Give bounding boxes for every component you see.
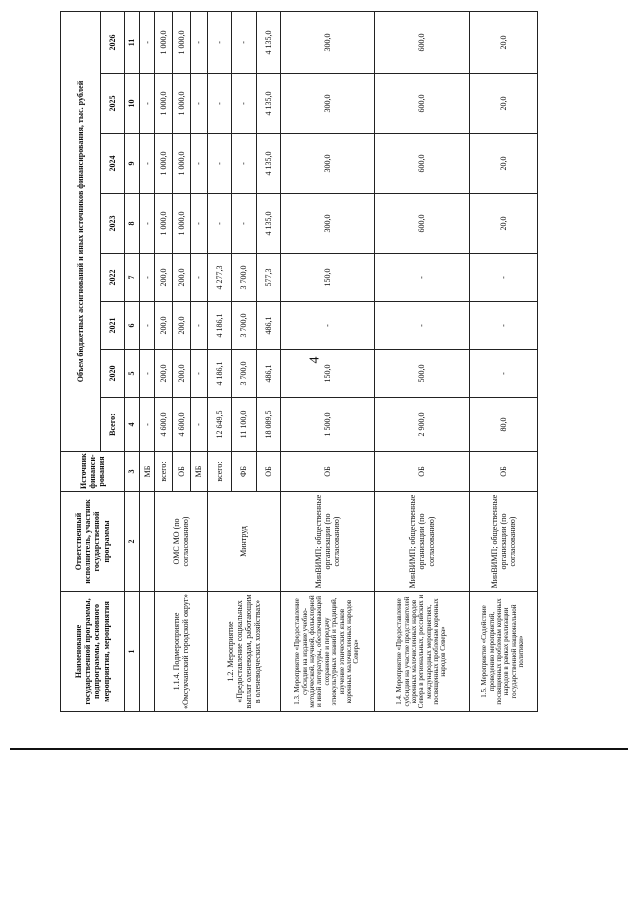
year-value-cell: 3 700,0 [232,350,256,398]
year-value-cell: 300,0 [280,134,375,194]
year-value-cell: 486,1 [256,302,280,350]
year-value-cell: - [140,350,155,398]
total-value-cell: 2 900,0 [375,398,470,452]
executor-cell: МинВИМП; общественные организации (по согласованию) [469,492,537,592]
measure-name-cell: 1.1.4. Подмероприятие «Омсукчанский городской округ» [155,592,208,712]
year-value-cell: 1 000,0 [155,134,173,194]
year-value-cell: - [232,194,256,254]
table-row [469,11,537,711]
year-value-cell: 1 000,0 [155,74,173,134]
measure-name-cell: 1.3. Мероприятие «Предоставление субсидии на издание учебно-методической, научной, фольклорной и иной литературы, обеспечивающей сохранение и передачу этнокультурных знаний и традиций, изучение этнических языков коренных малочисленных народов Севера» [280,592,375,712]
year-value-cell: - [190,74,208,134]
year-value-cell: 20,0 [469,11,537,73]
rotated-table-container [60,12,538,712]
header-year-cell: 2022 [100,254,124,302]
year-value-cell: 500,0 [375,350,470,398]
year-value-cell: - [190,194,208,254]
table-row [208,11,232,711]
year-value-cell: - [190,11,208,73]
source-cell: МБ [140,452,155,492]
year-value-cell: - [375,254,470,302]
year-value-cell: 4 135,0 [256,194,280,254]
total-value-cell: 11 100,0 [232,398,256,452]
year-value-cell: 600,0 [375,194,470,254]
source-cell: ОБ [256,452,280,492]
year-value-cell: 3 700,0 [232,302,256,350]
index-cell: 3 [124,452,139,492]
year-value-cell: - [190,254,208,302]
header-name-cell: Наименование государственной программы, подпрограммы, основного мероприятия, мероприятия [61,592,125,712]
page-number: 4 [307,356,323,364]
year-value-cell: - [140,134,155,194]
year-value-cell: - [140,194,155,254]
year-value-cell: 4 135,0 [256,11,280,73]
year-value-cell: 20,0 [469,194,537,254]
year-value-cell: - [190,350,208,398]
total-value-cell: 18 089,5 [256,398,280,452]
year-value-cell: 4 135,0 [256,74,280,134]
year-value-cell: 200,0 [173,302,191,350]
table-body [61,11,538,711]
header-year-cell: 2020 [100,350,124,398]
year-value-cell: - [140,11,155,73]
source-cell: ОБ [375,452,470,492]
header-year-cell: 2021 [100,302,124,350]
source-cell: МБ [190,452,208,492]
measure-name-cell: 1.2. Мероприятие «Предоставление социальных выплат оленеводам, работающим в оленеводческих хозяйствах» [208,592,281,712]
measure-name-cell: 1.4. Мероприятие «Предоставление субсидии на участие представителей коренных малочисленных народов Севера в региональных, российских и международных мероприятиях, посвященных проблемам коренных народов Севера» [375,592,470,712]
year-value-cell: 200,0 [155,350,173,398]
year-value-cell: - [469,254,537,302]
year-value-cell: 1 000,0 [155,194,173,254]
year-value-cell: 600,0 [375,74,470,134]
year-value-cell: 3 700,0 [232,254,256,302]
year-value-cell: - [190,134,208,194]
year-value-cell: 300,0 [280,74,375,134]
index-cell: 7 [124,254,139,302]
measure-name-cell: 1.5. Мероприятие «Содействие проведению мероприятий, посвященных проблемам коренных народов в рамках реализации государственной национальной политики» [469,592,537,712]
header-row-top [61,11,101,711]
year-value-cell: 150,0 [280,350,375,398]
year-value-cell: 4 277,3 [208,254,232,302]
total-value-cell: - [190,398,208,452]
source-cell: ОБ [469,452,537,492]
year-value-cell: - [232,134,256,194]
total-value-cell: 1 500,0 [280,398,375,452]
year-value-cell: - [208,74,232,134]
year-value-cell: 1 000,0 [173,74,191,134]
source-cell: ОБ [280,452,375,492]
year-value-cell: - [208,11,232,73]
year-value-cell: 150,0 [280,254,375,302]
index-cell: 9 [124,134,139,194]
total-value-cell: 80,0 [469,398,537,452]
total-value-cell: 4 600,0 [173,398,191,452]
year-value-cell: - [190,302,208,350]
year-value-cell: 200,0 [173,350,191,398]
year-value-cell: 300,0 [280,11,375,73]
year-value-cell: - [232,74,256,134]
year-value-cell: 1 000,0 [155,11,173,73]
header-source-cell: Источник финанси-рования [61,452,125,492]
year-value-cell: - [469,350,537,398]
total-value-cell: 4 600,0 [155,398,173,452]
measure-name-cell [140,592,155,712]
year-value-cell: - [140,74,155,134]
index-cell: 4 [124,398,139,452]
year-value-cell: 1 000,0 [173,194,191,254]
year-value-cell: 577,3 [256,254,280,302]
horizontal-divider [10,748,628,750]
total-value-cell: - [140,398,155,452]
table-row [155,11,173,711]
total-value-cell: 12 649,5 [208,398,232,452]
source-cell: ОБ [173,452,191,492]
source-cell: всего: [208,452,232,492]
index-cell: 11 [124,11,139,73]
header-year-cell: 2023 [100,194,124,254]
table-row [140,11,155,711]
executor-cell: МинВИМП; общественные организации (по согласованию) [280,492,375,592]
header-executor-cell: Ответственный исполнитель, участник государственной программы [61,492,125,592]
table-row [280,11,375,711]
header-year-cell: 2026 [100,11,124,73]
index-cell: 8 [124,194,139,254]
year-value-cell: 200,0 [173,254,191,302]
executor-cell: МинВИМП; общественные организации (по согласованию) [375,492,470,592]
source-cell: ФБ [232,452,256,492]
year-value-cell: 200,0 [155,254,173,302]
index-row [124,11,139,711]
executor-cell: Минтруд [208,492,281,592]
year-value-cell: - [208,194,232,254]
header-year-cell: 2024 [100,134,124,194]
executor-cell [140,492,155,592]
year-value-cell: 1 000,0 [173,11,191,73]
year-value-cell: - [208,134,232,194]
year-value-cell: 4 186,1 [208,350,232,398]
header-total-cell: Всего: [100,398,124,452]
year-value-cell: 20,0 [469,134,537,194]
year-value-cell: 600,0 [375,11,470,73]
funding-table [60,11,538,712]
year-value-cell: 4 186,1 [208,302,232,350]
year-value-cell: 486,1 [256,350,280,398]
index-cell: 1 [124,592,139,712]
table-row [375,11,470,711]
index-cell: 10 [124,74,139,134]
index-cell: 6 [124,302,139,350]
year-value-cell: 300,0 [280,194,375,254]
year-value-cell: 4 135,0 [256,134,280,194]
year-value-cell: - [469,302,537,350]
year-value-cell: - [232,11,256,73]
year-value-cell: - [375,302,470,350]
year-value-cell: - [140,254,155,302]
header-year-cell: 2025 [100,74,124,134]
year-value-cell: - [280,302,375,350]
year-value-cell: 20,0 [469,74,537,134]
year-value-cell: - [140,302,155,350]
year-value-cell: 600,0 [375,134,470,194]
source-cell: всего: [155,452,173,492]
header-funding-cell: Объем бюджетных ассигнований и иных источников финансирования, тыс. рублей [61,11,101,451]
index-cell: 2 [124,492,139,592]
executor-cell: ОМС МО (по согласованию) [155,492,208,592]
year-value-cell: 200,0 [155,302,173,350]
year-value-cell: 1 000,0 [173,134,191,194]
index-cell: 5 [124,350,139,398]
